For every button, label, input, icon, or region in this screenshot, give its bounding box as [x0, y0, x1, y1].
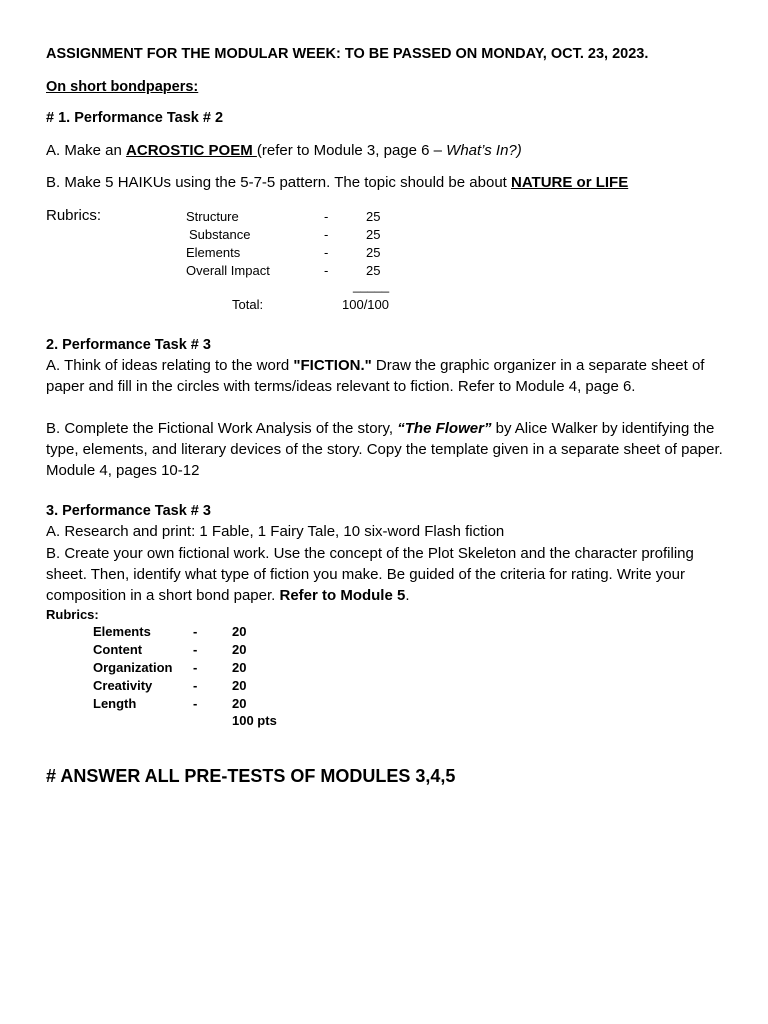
task2-heading: 2. Performance Task # 3: [46, 337, 211, 353]
task2-a-rest: Draw the graphic organizer in a separate sheet of paper and fill in the circles with terms/ideas relevant to fiction. Refer to Module 4, page 6.: [46, 357, 705, 395]
pretest-instruction: # ANSWER ALL PRE-TESTS OF MODULES 3,4,5: [46, 766, 456, 786]
task3-b-text: B. Create your own fictional work. Use the concept of the Plot Skeleton and the character profiling sheet. Then, identify what type of fiction you make. Be guided of the criteria for rating. Write your composition in a short bond paper.: [46, 545, 694, 604]
rubric-dash: -: [193, 642, 198, 658]
task3-b-end: .: [405, 586, 410, 604]
task1-total-label: Total:: [232, 297, 264, 312]
task2-a-prefix: A. Think of ideas relating to the word: [46, 357, 294, 374]
task1-a-mid: (refer to Module 3, page 6 –: [256, 142, 447, 159]
rubric-dash: -: [193, 695, 198, 711]
rubric-row: [93, 676, 246, 694]
rubric-criterion: Elements: [186, 244, 241, 260]
task3-heading: 3. Performance Task # 3: [46, 503, 211, 519]
rubric-score: 25: [366, 208, 381, 224]
task3-rubrics-label: Rubrics:: [46, 607, 99, 622]
task1-a-emph: ACROSTIC POEM: [126, 142, 257, 159]
rubric-score: 20: [232, 677, 247, 693]
task3-total: 100 pts: [232, 713, 277, 728]
rubric-score: 20: [232, 624, 247, 640]
task1-a-prefix: A. Make an: [46, 142, 127, 159]
rubric-dash: -: [193, 677, 198, 693]
task1-a-ital: What’s In?): [446, 142, 522, 159]
rubric-dash: -: [324, 262, 329, 278]
rubric-criterion: Overall Impact: [186, 262, 270, 278]
rubric-criterion: Organization: [93, 659, 173, 675]
task2-a-emph: "FICTION.": [293, 357, 372, 374]
task3-rubrics-table: [93, 623, 246, 712]
task2-b-title: “The Flower”: [397, 420, 492, 437]
rubric-score: 25: [366, 226, 381, 242]
rubric-criterion: Substance: [189, 226, 251, 242]
rubric-score: 25: [366, 262, 381, 278]
rubric-score: 20: [232, 659, 247, 675]
task1-rubrics-label: Rubrics:: [46, 207, 102, 224]
rubric-dash: -: [324, 208, 329, 224]
rubric-row: [93, 641, 246, 659]
task1-item-a: [46, 142, 522, 159]
rubric-score: 25: [366, 244, 381, 260]
rubric-criterion: Structure: [186, 208, 239, 224]
rubric-row: [186, 225, 380, 243]
total-underline: _____: [353, 278, 390, 293]
rubric-row: [93, 694, 246, 712]
task1-b-emph: NATURE or LIFE: [511, 174, 629, 191]
task1-b-text: B. Make 5 HAIKUs using the 5-7-5 pattern. The topic should be about: [46, 174, 511, 191]
rubric-dash: -: [324, 226, 329, 242]
rubric-row: [93, 659, 246, 677]
rubric-row: [186, 243, 380, 261]
bondpaper-note: On short bondpapers:: [46, 79, 199, 95]
rubric-row: [93, 623, 246, 641]
assignment-header: ASSIGNMENT FOR THE MODULAR WEEK: TO BE PASSED ON MONDAY, OCT. 23, 2023.: [46, 46, 649, 62]
rubric-dash: -: [193, 624, 198, 640]
rubric-row: [186, 261, 380, 279]
task1-rubrics-table: [186, 207, 380, 279]
rubric-criterion: Creativity: [93, 677, 153, 693]
task1-heading: # 1. Performance Task # 2: [46, 110, 224, 126]
rubric-dash: -: [193, 659, 198, 675]
rubric-criterion: Content: [93, 642, 143, 658]
rubric-criterion: Elements: [93, 624, 151, 640]
task3-item-a: A. Research and print: 1 Fable, 1 Fairy Tale, 10 six-word Flash fiction: [46, 523, 505, 540]
rubric-row: [186, 207, 380, 225]
task2-item-a: [46, 356, 736, 398]
rubric-dash: -: [324, 244, 329, 260]
task3-b-emph: Refer to Module 5: [279, 586, 406, 604]
task2-b-rest: by Alice Walker by identifying the type, elements, and literary devices of the story. Copy the template given in a separate sheet of paper. Module 4, pages 10-12: [46, 420, 723, 479]
rubric-score: 20: [232, 642, 247, 658]
task1-total-value: 100/100: [342, 297, 389, 312]
task2-b-prefix: B. Complete the Fictional Work Analysis of the story,: [46, 420, 398, 437]
task3-item-b: [46, 544, 736, 606]
rubric-score: 20: [232, 695, 247, 711]
rubric-criterion: Length: [93, 695, 137, 711]
task2-item-b: [46, 419, 736, 481]
task1-item-b: [46, 174, 628, 191]
